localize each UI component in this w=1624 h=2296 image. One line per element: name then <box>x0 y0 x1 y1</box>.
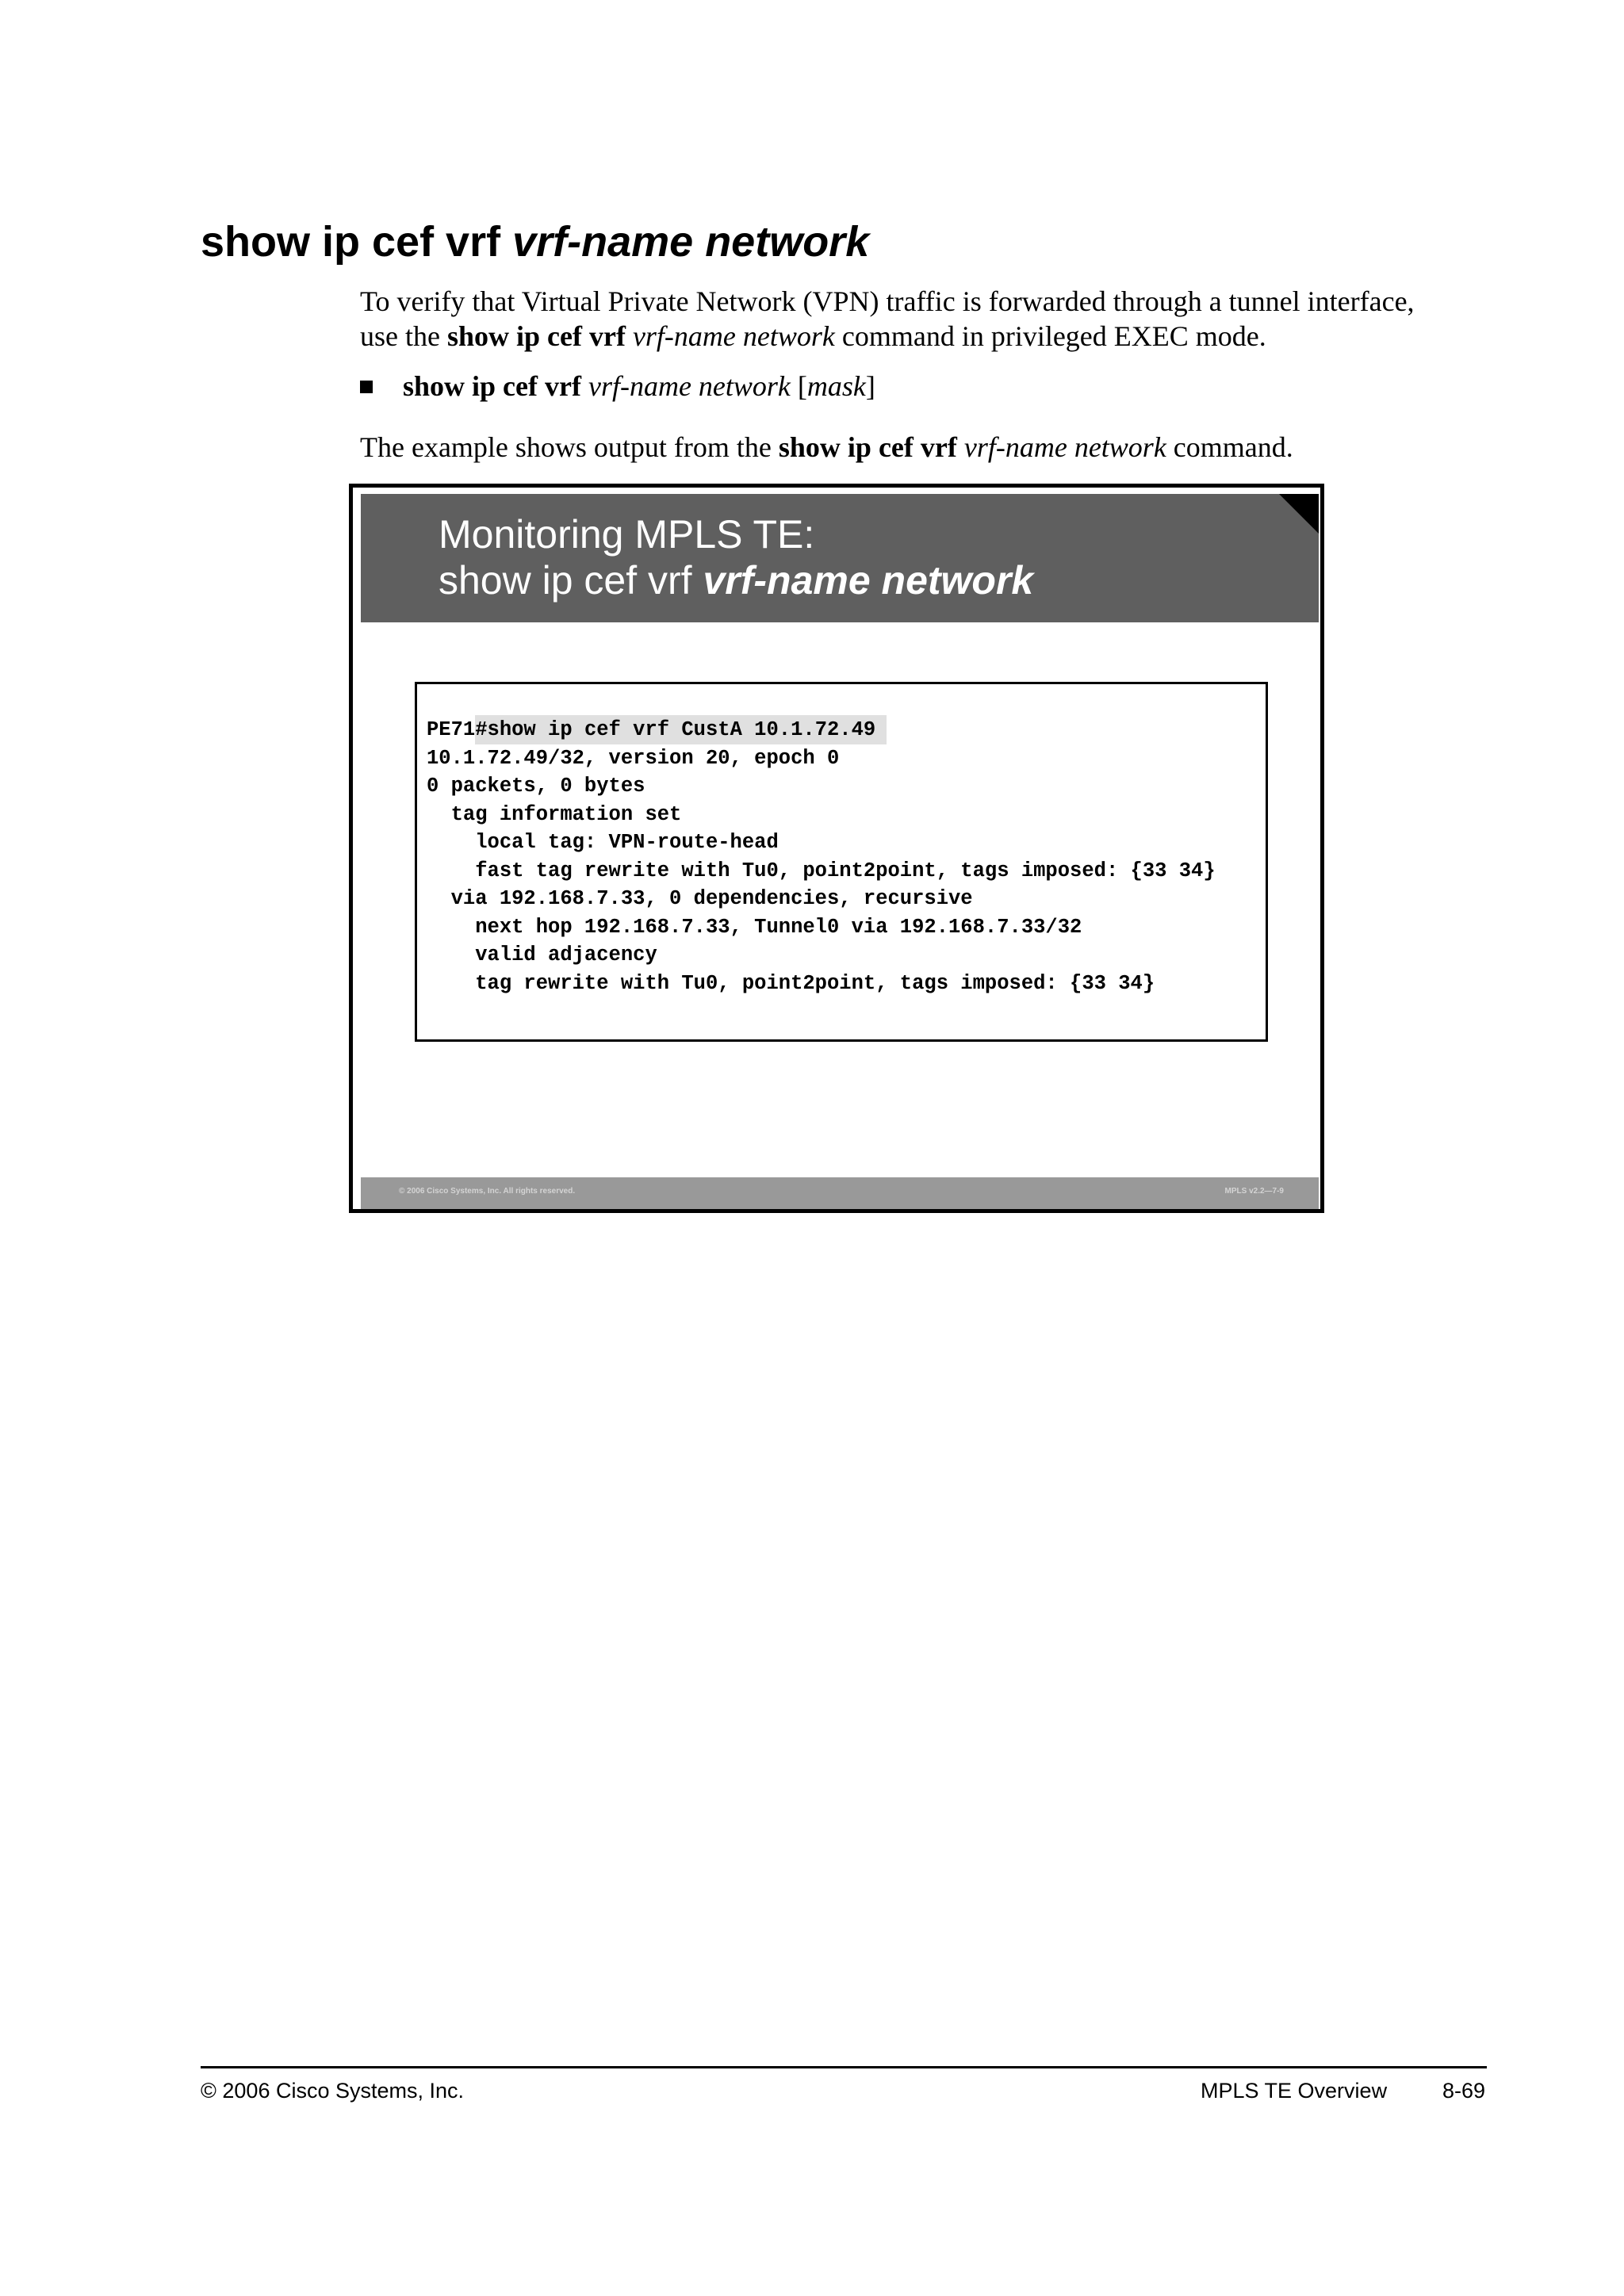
corner-triangle-icon <box>1279 494 1319 534</box>
example-paragraph <box>360 430 1486 465</box>
intro-line-1: To verify that Virtual Private Network (VPN) traffic is forwarded through a tunnel interface, <box>360 285 1415 317</box>
heading-args: vrf-name network <box>512 218 870 266</box>
syntax-bullet <box>360 369 875 404</box>
slide-copyright: © 2006 Cisco Systems, Inc. All rights reserved. <box>399 1187 576 1196</box>
page-number: 8-69 <box>1442 2079 1486 2103</box>
example-args: vrf-name network <box>963 431 1166 463</box>
slide-title-args: vrf-name network <box>703 558 1034 603</box>
square-bullet-icon <box>360 381 373 393</box>
cli-output-box <box>415 682 1268 1042</box>
footer-divider <box>201 2066 1487 2068</box>
page-copyright: © 2006 Cisco Systems, Inc. <box>201 2079 465 2103</box>
intro-line-2 <box>360 319 1486 354</box>
intro-suffix: command in privileged EXEC mode. <box>841 320 1266 352</box>
slide-banner <box>361 494 1319 622</box>
example-command: show ip cef vrf <box>778 431 957 463</box>
syntax-command: show ip cef vrf <box>403 370 581 402</box>
example-suffix: command. <box>1173 431 1293 463</box>
syntax-optional: mask <box>806 370 866 402</box>
example-prefix: The example shows output from the <box>360 431 772 463</box>
intro-prefix: use the <box>360 320 440 352</box>
slide-title-line-1: Monitoring MPLS TE: <box>439 512 815 557</box>
intro-paragraph <box>360 284 1486 354</box>
cli-command: #show ip cef vrf CustA 10.1.72.49 <box>475 715 887 744</box>
section-heading <box>201 214 869 270</box>
page-section-title: MPLS TE Overview <box>1201 2079 1388 2103</box>
heading-command: show ip cef vrf <box>201 218 501 266</box>
cli-prompt: PE71 <box>427 718 476 741</box>
intro-command: show ip cef vrf <box>446 320 626 352</box>
syntax-args: vrf-name network <box>588 370 791 402</box>
slide-course-id: MPLS v2.2—7-9 <box>1224 1187 1284 1196</box>
cli-output-text: 10.1.72.49/32, version 20, epoch 0 0 packets, 0 bytes tag information set local tag: VPN-route-head fast tag rewrite with Tu0, point2point, tags imposed: {33 34} via 192.168.7.33, 0 dependencies, recursive next hop 192.168.7.33, Tunnel0 via 192.168.7.33/32 valid adjacency tag rewrite with Tu0, point2point, tags imposed: {33 34} <box>427 746 1216 995</box>
syntax-open: [ <box>797 370 807 402</box>
slide-figure <box>349 484 1324 1213</box>
slide-footer <box>361 1177 1319 1209</box>
cli-output <box>427 716 1216 997</box>
intro-args: vrf-name network <box>632 320 835 352</box>
slide-title <box>439 511 1033 603</box>
slide-title-command: show ip cef vrf <box>439 558 692 603</box>
slide-title-line-2 <box>439 557 1033 603</box>
syntax-close: ] <box>865 370 875 402</box>
